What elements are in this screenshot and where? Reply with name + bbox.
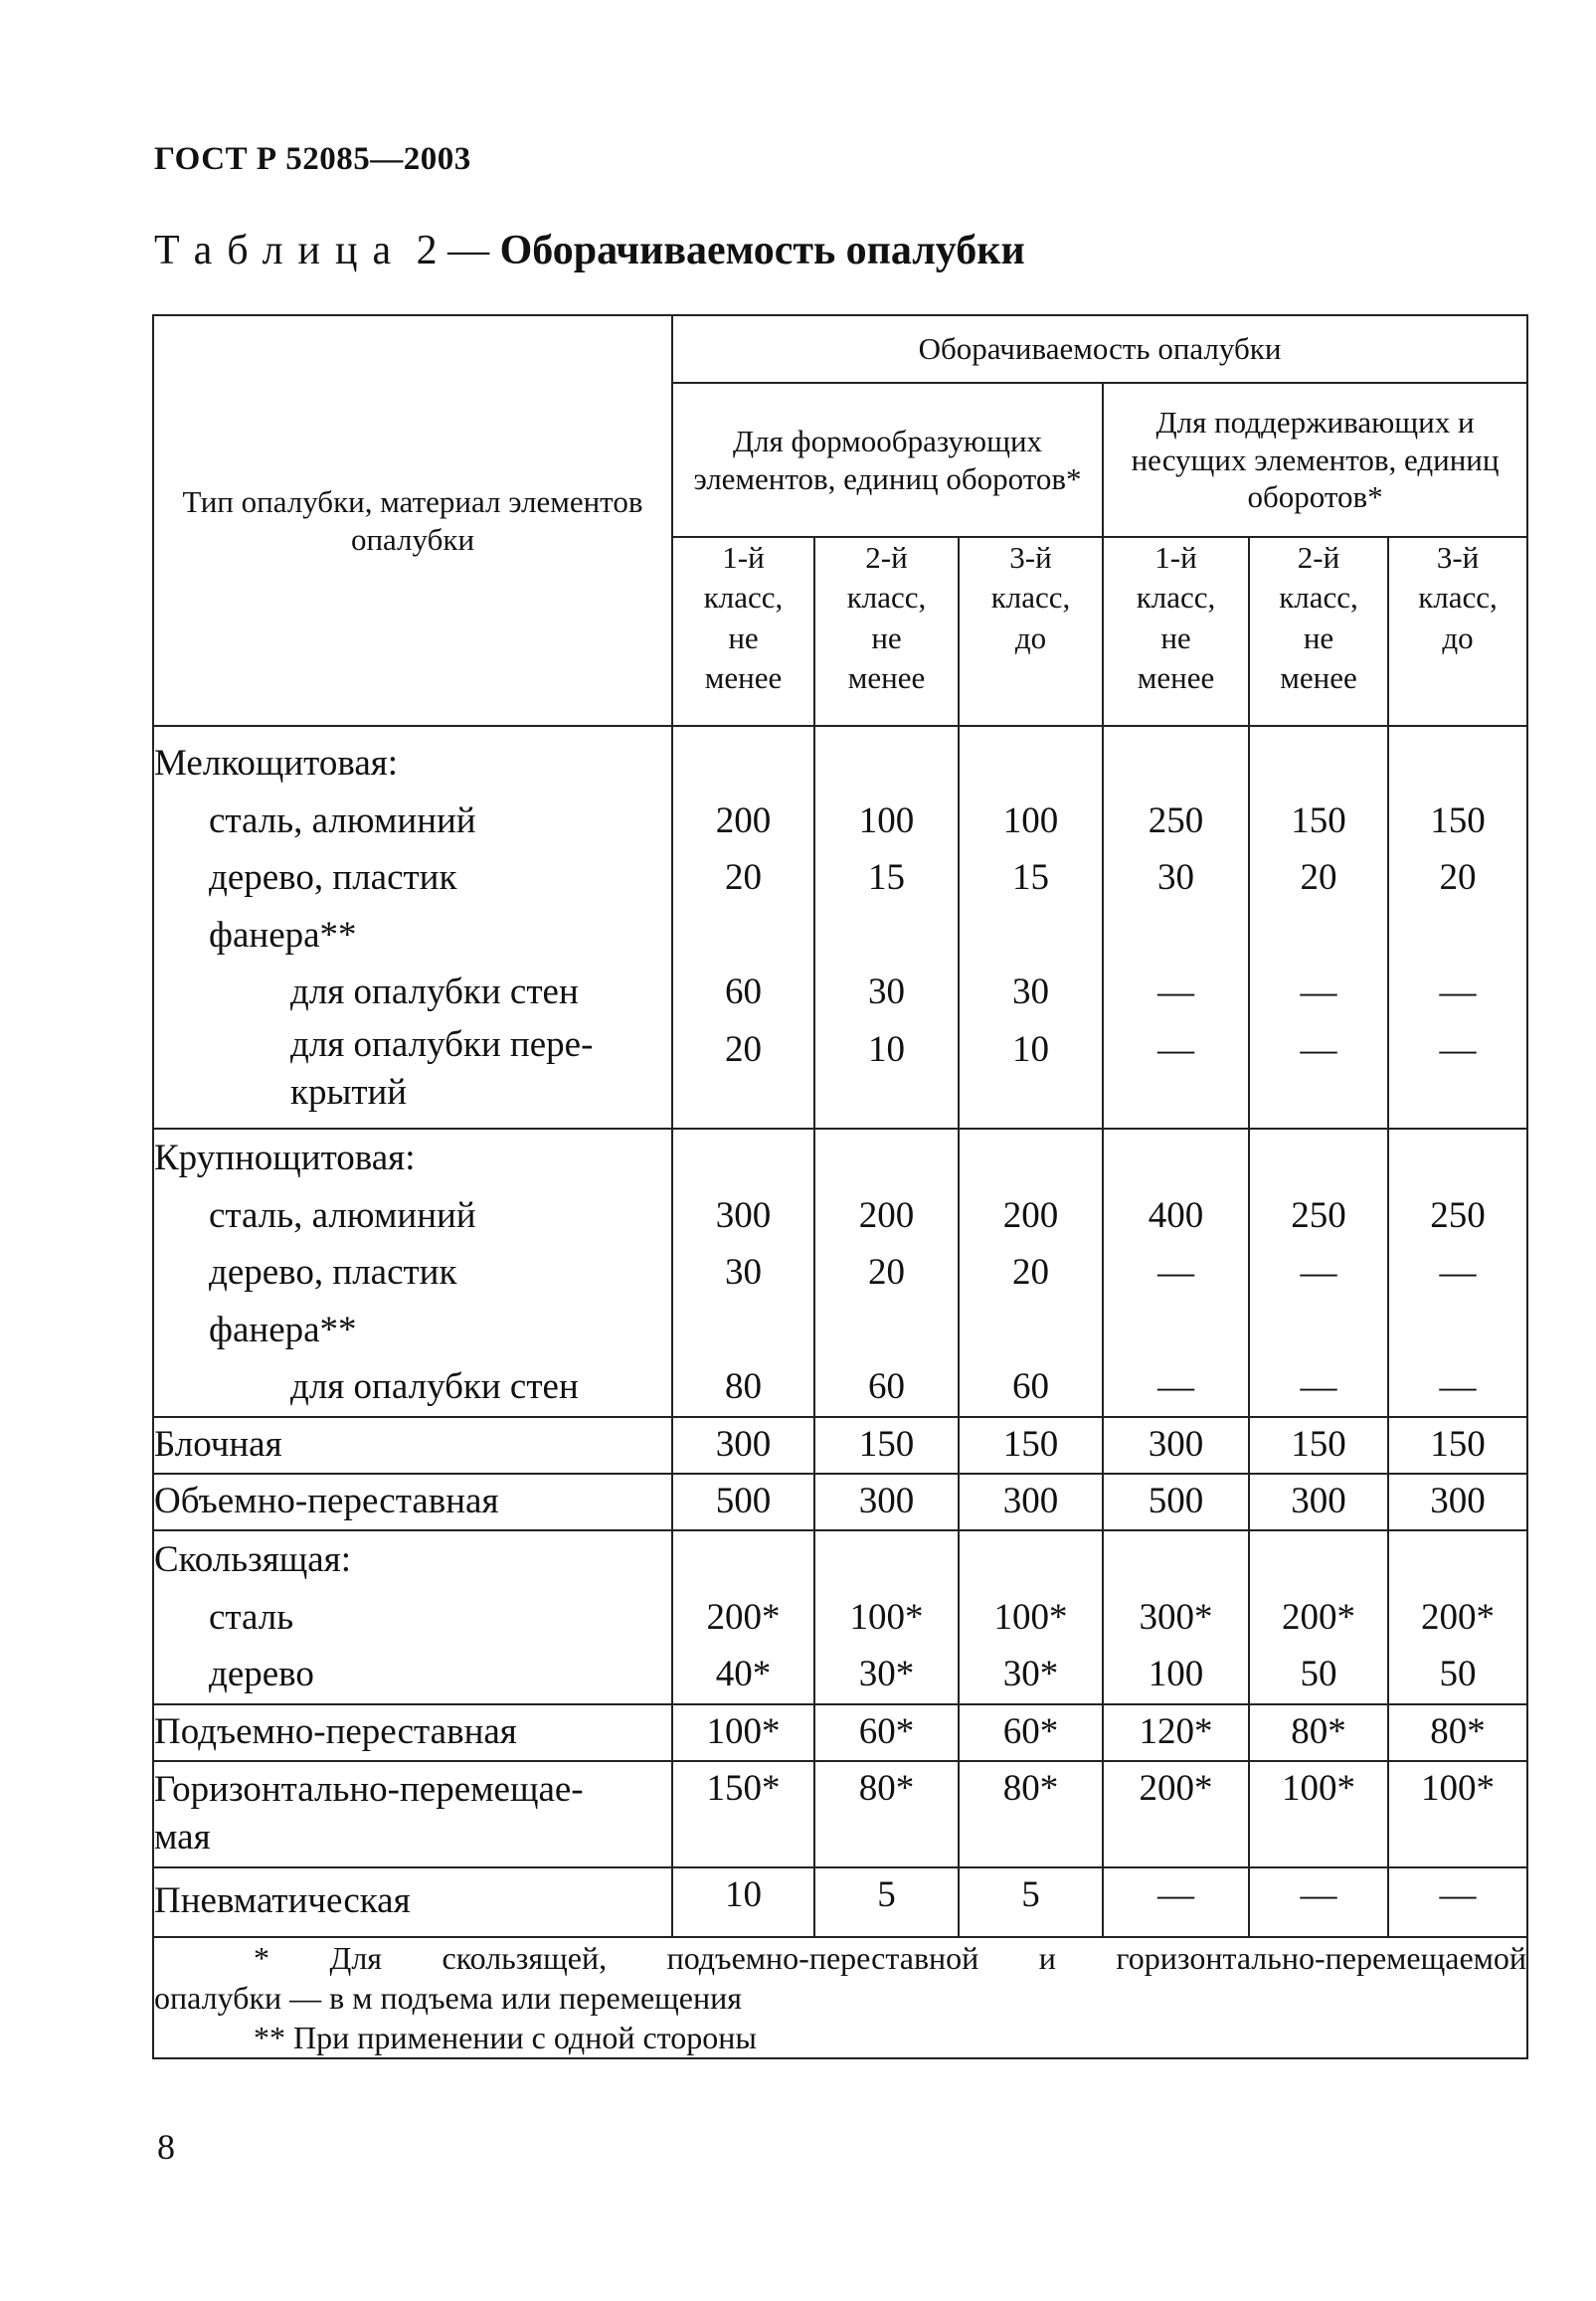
- table-title-text: Оборачиваемость опалубки: [499, 228, 1025, 273]
- header-forming-elements: [672, 383, 1103, 537]
- cell-value: 100*: [993, 1596, 1068, 1638]
- class-line: 2-й: [865, 540, 908, 575]
- cell-value: 150: [1388, 1417, 1527, 1474]
- category-label: Подъемно-переставная: [154, 1710, 517, 1752]
- cell-value: 300: [715, 1194, 772, 1236]
- cell-value: 300: [1388, 1474, 1527, 1530]
- cell-value: —: [1157, 1366, 1194, 1407]
- values-col-1: [672, 1530, 814, 1704]
- cell-value: 250: [1430, 1194, 1486, 1236]
- material-label: дерево: [209, 1654, 314, 1694]
- category-label: Объемно-переставная: [154, 1481, 499, 1521]
- cell-value: 150: [1249, 1417, 1388, 1474]
- cell-value: 200*: [1421, 1596, 1496, 1638]
- class-line: класс,: [1279, 580, 1358, 616]
- label-large-panel: [153, 1129, 672, 1417]
- row-sliding: [153, 1530, 1527, 1704]
- cell-value: 150: [814, 1417, 959, 1474]
- values-col-3: [959, 1129, 1103, 1417]
- cell-value: —: [1157, 1252, 1194, 1293]
- cell-value: —: [1439, 1028, 1477, 1070]
- cell-value: 200*: [706, 1596, 781, 1638]
- cell-value: 80: [725, 1366, 762, 1407]
- cell-value: —: [1157, 1028, 1194, 1070]
- cell-value: 100: [1148, 1654, 1204, 1694]
- cell-value: —: [1439, 1366, 1477, 1407]
- label-block: [153, 1417, 672, 1474]
- header-class-3-support: [1388, 537, 1527, 726]
- category-label: Блочная: [154, 1424, 282, 1465]
- values-col-4: [1103, 1530, 1249, 1704]
- label-line: Горизонтально-перемещае-: [154, 1768, 584, 1810]
- cell-value: 10: [868, 1028, 905, 1070]
- cell-value: 5: [814, 1867, 959, 1937]
- document-code: ГОСТ Р 52085—2003: [154, 141, 471, 177]
- header-forming-text: Для формообразующих элементов, единиц оборотов*: [693, 423, 1082, 496]
- category-label: Пневматическая: [154, 1879, 411, 1921]
- cell-value: 20: [1012, 1252, 1049, 1293]
- footnotes: [153, 1937, 1527, 2058]
- header-class-1-forming: [672, 537, 814, 726]
- cell-value: 80*: [959, 1761, 1103, 1867]
- header-class-2-forming: [814, 537, 959, 726]
- cell-value: 400: [1148, 1194, 1204, 1236]
- row-pneumatic: [153, 1867, 1527, 1937]
- header-class-2-support: [1249, 537, 1388, 726]
- header-type-text: Тип опалубки, материал элементов опалубки: [182, 483, 643, 557]
- material-label: фанера**: [209, 914, 357, 956]
- class-line: менее: [1280, 659, 1357, 695]
- footnote-1-line-2: опалубки — в м подъема или перемещения: [154, 1979, 742, 2016]
- material-sub-label: для опалубки стен: [290, 972, 579, 1012]
- cell-value: 40*: [715, 1654, 772, 1694]
- cell-value: 5: [959, 1867, 1103, 1937]
- formwork-turnover-table: [152, 314, 1528, 2059]
- cell-value: 30*: [858, 1654, 915, 1694]
- values-col-4: [1103, 1129, 1249, 1417]
- class-line: не: [871, 620, 902, 655]
- cell-value: 100: [1002, 799, 1059, 841]
- cell-value: 300: [814, 1474, 959, 1530]
- row-block: [153, 1417, 1527, 1474]
- class-line: 2-й: [1297, 540, 1340, 575]
- row-footnotes: [153, 1937, 1527, 2058]
- class-line: не: [1303, 620, 1334, 655]
- row-small-panel: [153, 726, 1527, 1129]
- values-col-5: [1249, 1129, 1388, 1417]
- header-turnover-text: Оборачиваемость опалубки: [918, 331, 1282, 367]
- cell-value: —: [1388, 1867, 1527, 1937]
- cell-value: 20: [868, 1252, 905, 1293]
- material-label: сталь: [209, 1596, 294, 1638]
- cell-value: 250: [1291, 1194, 1346, 1236]
- cell-value: 20: [725, 857, 762, 898]
- label-line: мая: [154, 1816, 211, 1858]
- cell-value: 15: [1012, 857, 1049, 898]
- class-line: не: [728, 620, 759, 655]
- values-col-6: [1388, 1129, 1527, 1417]
- cell-value: 60*: [814, 1704, 959, 1761]
- cell-value: 300*: [1139, 1596, 1213, 1638]
- class-line: 1-й: [722, 540, 765, 575]
- cell-value: 60*: [959, 1704, 1103, 1761]
- header-supporting-text: Для поддерживающих и несущих элементов, единиц оборотов*: [1131, 404, 1500, 515]
- cell-value: 150: [1291, 799, 1346, 841]
- cell-value: 250: [1148, 799, 1204, 841]
- cell-value: 100*: [1388, 1761, 1527, 1867]
- values-col-6: [1388, 1530, 1527, 1704]
- values-col-2: [814, 1129, 959, 1417]
- cell-value: —: [1300, 1252, 1337, 1293]
- class-line: 3-й: [1436, 540, 1480, 575]
- header-type-column: [153, 315, 672, 726]
- cell-value: 200*: [1282, 1596, 1355, 1638]
- material-sub-label: [154, 1021, 671, 1121]
- cell-value: 80*: [1249, 1704, 1388, 1761]
- cell-value: 150: [959, 1417, 1103, 1474]
- class-line: класс,: [1136, 580, 1216, 616]
- values-col-5: [1249, 1530, 1388, 1704]
- label-line: для опалубки пере-: [290, 1023, 594, 1065]
- row-large-panel: [153, 1129, 1527, 1417]
- footnote-1-line-1: * Для скользящей, подъемно-переставной и горизонтально-перемещаемой: [254, 1939, 1527, 1976]
- values-col-3: [959, 1530, 1103, 1704]
- label-pneumatic: [153, 1867, 672, 1937]
- cell-value: 20: [1300, 857, 1337, 898]
- class-line: 1-й: [1154, 540, 1197, 575]
- row-lifting: [153, 1704, 1527, 1761]
- cell-value: 300: [1249, 1474, 1388, 1530]
- cell-value: 20: [1439, 857, 1477, 898]
- cell-value: 30: [1012, 972, 1049, 1012]
- class-line: менее: [847, 659, 926, 695]
- category-label: Крупнощитовая:: [154, 1138, 416, 1178]
- class-line: 3-й: [1009, 540, 1052, 575]
- label-horizontal: [153, 1761, 672, 1867]
- values-col-1: [672, 1129, 814, 1417]
- class-line: не: [1160, 620, 1191, 655]
- header-turnover-group: [672, 315, 1527, 383]
- cell-value: 100: [858, 799, 915, 841]
- category-label: [154, 1766, 671, 1865]
- cell-value: 50: [1300, 1654, 1337, 1694]
- class-line: менее: [704, 659, 783, 695]
- cell-value: 200: [715, 799, 772, 841]
- table-title-number: 2 —: [416, 228, 490, 273]
- class-line: класс,: [1418, 580, 1498, 616]
- cell-value: 10: [672, 1867, 814, 1937]
- cell-value: 300: [672, 1417, 814, 1474]
- class-line: класс,: [846, 580, 927, 616]
- footnote-2: ** При применении с одной стороны: [254, 2019, 757, 2055]
- values-col-3: [959, 726, 1103, 1129]
- material-label: фанера**: [209, 1309, 357, 1350]
- cell-value: —: [1300, 972, 1337, 1012]
- cell-value: 50: [1439, 1654, 1477, 1694]
- cell-value: 300: [1103, 1417, 1249, 1474]
- cell-value: 80*: [814, 1761, 959, 1867]
- cell-value: 100*: [672, 1704, 814, 1761]
- cell-value: 30: [725, 1252, 762, 1293]
- cell-value: 30*: [1002, 1654, 1059, 1694]
- cell-value: 150*: [672, 1761, 814, 1867]
- cell-value: —: [1249, 1867, 1388, 1937]
- material-label: сталь, алюминий: [209, 799, 476, 841]
- class-line: класс,: [703, 580, 784, 616]
- class-line: класс,: [990, 580, 1071, 616]
- cell-value: 30: [1157, 857, 1194, 898]
- cell-value: —: [1103, 1867, 1249, 1937]
- cell-value: 200: [1002, 1194, 1059, 1236]
- cell-value: 60: [868, 1366, 905, 1407]
- cell-value: 60: [1012, 1366, 1049, 1407]
- cell-value: 500: [672, 1474, 814, 1530]
- cell-value: 10: [1012, 1028, 1049, 1070]
- cell-value: 150: [1430, 799, 1486, 841]
- cell-value: —: [1300, 1028, 1337, 1070]
- header-class-1-support: [1103, 537, 1249, 726]
- cell-value: —: [1157, 972, 1194, 1012]
- values-col-6: [1388, 726, 1527, 1129]
- header-class-3-forming: [959, 537, 1103, 726]
- values-col-5: [1249, 726, 1388, 1129]
- material-label: дерево, пластик: [209, 857, 457, 898]
- label-volumetric: [153, 1474, 672, 1530]
- cell-value: 30: [868, 972, 905, 1012]
- cell-value: 60: [725, 972, 762, 1012]
- values-col-2: [814, 726, 959, 1129]
- material-label: дерево, пластик: [209, 1252, 457, 1293]
- values-col-4: [1103, 726, 1249, 1129]
- cell-value: 100*: [849, 1596, 924, 1638]
- values-col-1: [672, 726, 814, 1129]
- cell-value: 300: [959, 1474, 1103, 1530]
- cell-value: 120*: [1103, 1704, 1249, 1761]
- cell-value: —: [1300, 1366, 1337, 1407]
- cell-value: 20: [725, 1028, 762, 1070]
- class-line: до: [1442, 620, 1474, 655]
- cell-value: 200*: [1103, 1761, 1249, 1867]
- row-horizontal: [153, 1761, 1527, 1867]
- label-lifting: [153, 1704, 672, 1761]
- label-line: крытий: [290, 1071, 408, 1113]
- category-label: Скользящая:: [154, 1539, 351, 1580]
- table-title: [154, 227, 1025, 274]
- cell-value: 500: [1103, 1474, 1249, 1530]
- cell-value: —: [1439, 972, 1477, 1012]
- cell-value: —: [1439, 1252, 1477, 1293]
- class-line: менее: [1137, 659, 1215, 695]
- cell-value: 200: [858, 1194, 915, 1236]
- cell-value: 80*: [1388, 1704, 1527, 1761]
- values-col-2: [814, 1530, 959, 1704]
- material-sub-label: для опалубки стен: [290, 1366, 579, 1407]
- page-number: 8: [157, 2127, 175, 2167]
- cell-value: 15: [868, 857, 905, 898]
- category-label: Мелкощитовая:: [154, 743, 399, 784]
- table-title-label: Таблица: [154, 228, 407, 273]
- material-label: сталь, алюминий: [209, 1194, 476, 1236]
- header-supporting-elements: [1103, 383, 1527, 537]
- label-sliding: [153, 1530, 672, 1704]
- label-small-panel: [153, 726, 672, 1129]
- row-volumetric: [153, 1474, 1527, 1530]
- class-line: до: [1014, 620, 1047, 655]
- cell-value: 100*: [1249, 1761, 1388, 1867]
